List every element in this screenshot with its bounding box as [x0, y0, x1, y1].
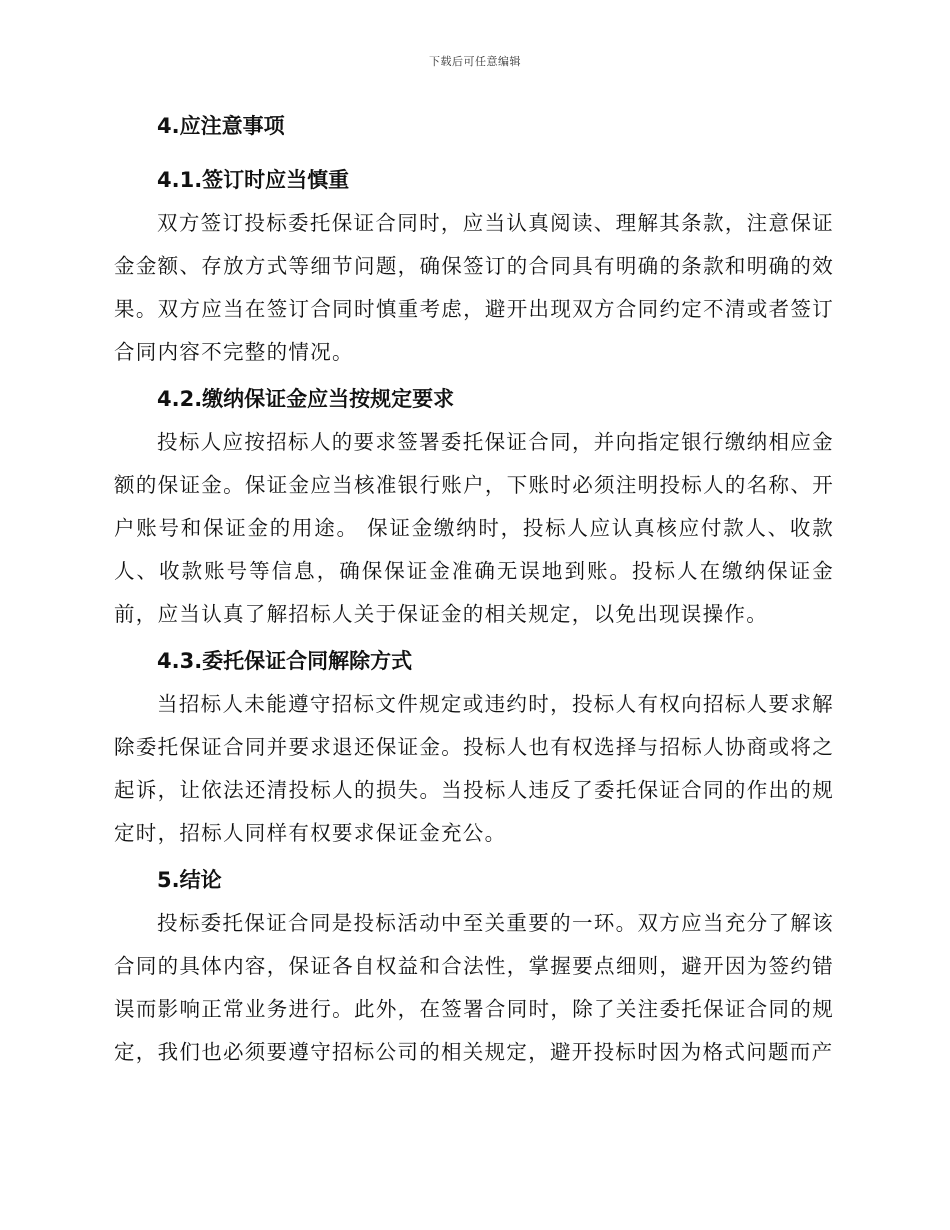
- section-4-3-heading: 4.3.委托保证合同解除方式: [157, 649, 413, 673]
- page-header: 下载后可任意编辑: [429, 55, 521, 68]
- section-5-heading: 5.结论: [157, 868, 222, 892]
- section-5-paragraph: 投标委托保证合同是投标活动中至关重要的一环。双方应当充分了解该合同的具体内容，保证各自权益和合法性，掌握要点细则，避开因为签约错误而影响正常业务进行。此外，在签署合同时，除了关注委托保证合同的规定，我们也必须要遵守招标公司的相关规定，避开投标时因为格式问题而产: [114, 911, 834, 1064]
- section-4-2-heading: 4.2.缴纳保证金应当按规定要求: [157, 387, 455, 411]
- section-4-1-heading: 4.1.签订时应当慎重: [157, 168, 350, 192]
- section-4-heading: 4.应注意事项: [157, 114, 285, 138]
- section-4-3-paragraph: 当招标人未能遵守招标文件规定或违约时，投标人有权向招标人要求解除委托保证合同并要求退还保证金。投标人也有权选择与招标人协商或将之起诉，让依法还清投标人的损失。当投标人违反了委托保证合同的作出的规定时，招标人同样有权要求保证金充公。: [114, 692, 834, 845]
- section-4-2-paragraph: 投标人应按招标人的要求签署委托保证合同，并向指定银行缴纳相应金额的保证金。保证金应当核准银行账户，下账时必须注明投标人的名称、开户账号和保证金的用途。 保证金缴纳时，投标人应认真核应付款人、收款人、收款账号等信息，确保保证金准确无误地到账。投标人在缴纳保证金前，应当认真了解招标人关于保证金的相关规定，以免出现误操作。: [114, 430, 834, 626]
- document-body: [114, 108, 834, 1074]
- section-4-1-paragraph: 双方签订投标委托保证合同时，应当认真阅读、理解其条款，注意保证金金额、存放方式等细节问题，确保签订的合同具有明确的条款和明确的效果。双方应当在签订合同时慎重考虑，避开出现双方合同约定不清或者签订合同内容不完整的情况。: [114, 211, 834, 364]
